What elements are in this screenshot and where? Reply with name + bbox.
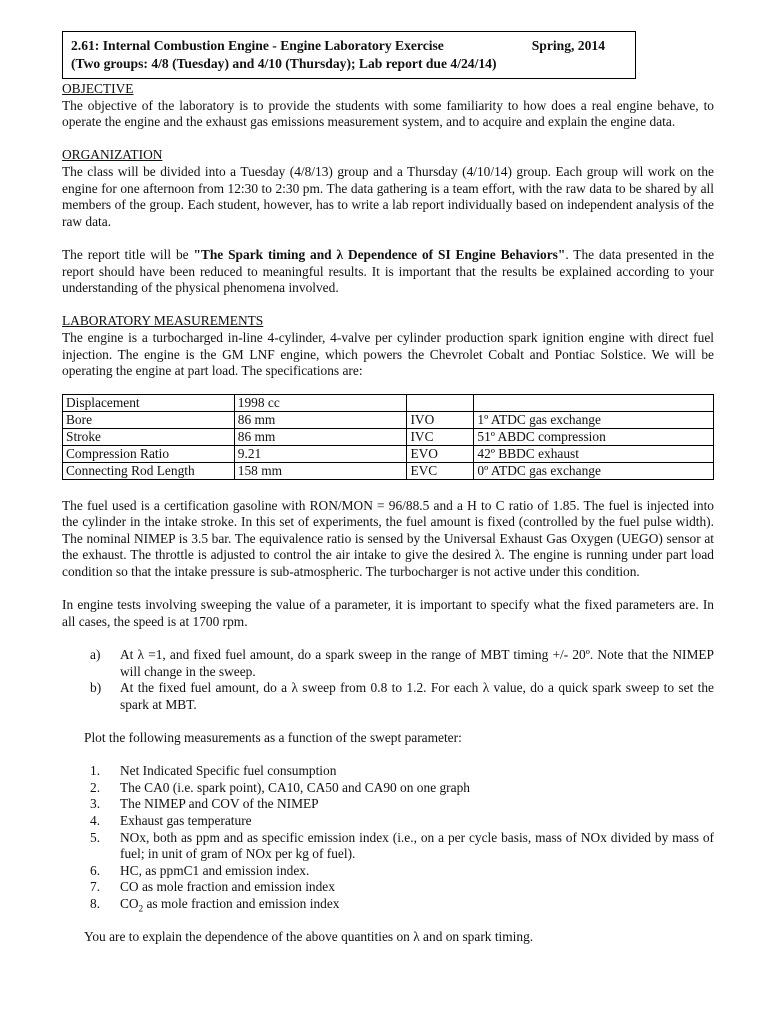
spec-row [63, 394, 714, 411]
measurement-list [62, 763, 714, 912]
measurement-item [90, 812, 714, 830]
formula-prefix: CO [120, 895, 139, 911]
spec-cell: 1º ATDC gas exchange [474, 411, 714, 428]
task-item [90, 647, 714, 680]
measurement-item [90, 895, 714, 914]
spec-cell: IVC [407, 428, 474, 445]
spec-cell: 42º BBDC exhaust [474, 445, 714, 462]
spec-cell: Stroke [63, 428, 235, 445]
spec-cell: Bore [63, 411, 235, 428]
spec-cell: 86 mm [234, 411, 407, 428]
task-list [62, 647, 714, 713]
spec-cell [407, 394, 474, 411]
measurement-marker: 6. [90, 862, 101, 878]
measurement-item [90, 862, 714, 880]
course-title: 2.61: Internal Combustion Engine - Engine Laboratory Exercise [71, 38, 444, 53]
report-title-paragraph [62, 247, 714, 297]
objective-text: The objective of the laboratory is to provide the students with some familiarity to how does a real engine behave, to operate the engine and the exhaust gas emissions measurement system, and to acquire and explain the engine data. [62, 97, 714, 130]
report-suffix: . The data presented in the report should have been reduced to meaningful results. It is important that the results be explained according to your understanding of the physical phenomena involved. [62, 246, 715, 296]
measurement-text: Net Indicated Specific fuel consumption [120, 763, 337, 779]
spec-cell: 51º ABDC compression [474, 428, 714, 445]
measurement-item [90, 779, 714, 797]
lab-heading: LABORATORY MEASUREMENTS [62, 313, 264, 329]
report-prefix: The report title will be [62, 246, 194, 262]
spec-cell: 86 mm [234, 428, 407, 445]
measurement-marker: 2. [90, 779, 101, 795]
measurement-marker: 1. [90, 763, 101, 779]
spec-row [63, 428, 714, 445]
document-body [62, 81, 714, 946]
measurement-text: Exhaust gas temperature [120, 812, 252, 828]
organization-heading: ORGANIZATION [62, 147, 163, 163]
spec-cell [474, 394, 714, 411]
spec-cell: 0º ATDC gas exchange [474, 462, 714, 479]
measurement-marker: 5. [90, 829, 101, 845]
measurement-text: NOx, both as ppm and as specific emission index (i.e., on a per cycle basis, mass of NOx divided by mass of fuel; in unit of gram of NOx per kg of fuel). [120, 829, 714, 862]
measurement-text: CO as mole fraction and emission index [120, 879, 335, 895]
closing-text: You are to explain the dependence of the above quantities on λ and on spark timing. [84, 929, 534, 945]
measurement-item [90, 829, 714, 863]
spec-cell: IVO [407, 411, 474, 428]
measurement-item [90, 796, 714, 813]
lab-text: The engine is a turbocharged in-line 4-cylinder, 4-valve per cylinder production spark ignition engine with direct fuel injection. The engine is the GM LNF engine, which powers the Chevrolet Cobalt and Pontiac Solstice. We will be operating the engine at part load. The specifications are: [62, 329, 714, 379]
term: Spring, 2014 [531, 38, 605, 53]
spec-row [63, 445, 714, 462]
schedule-line: (Two groups: 4/8 (Tuesday) and 4/10 (Thursday); Lab report due 4/24/14) [71, 56, 497, 71]
task-item [90, 680, 714, 713]
sweep-text: In engine tests involving sweeping the value of a parameter, it is important to specify what the fixed parameters are. In all cases, the speed is at 1700 rpm. [62, 597, 714, 629]
measurement-marker: 3. [90, 796, 101, 812]
spec-cell: EVO [407, 445, 474, 462]
spec-cell: Connecting Rod Length [63, 462, 235, 479]
measurement-marker: 7. [90, 879, 101, 895]
formula-subscript: 2 [138, 903, 144, 914]
spec-cell: 1998 cc [234, 394, 407, 411]
report-title: "The Spark timing and λ Dependence of SI Engine Behaviors" [193, 246, 566, 262]
measurement-text: HC, as ppmC1 and emission index. [120, 862, 310, 878]
plot-intro: Plot the following measurements as a function of the swept parameter: [84, 730, 462, 745]
header-box [62, 31, 636, 79]
spec-cell: 9.21 [234, 445, 407, 462]
spec-cell: EVC [407, 462, 474, 479]
measurement-text: as mole fraction and emission index [146, 895, 340, 911]
objective-heading: OBJECTIVE [62, 81, 134, 96]
organization-text: The class will be divided into a Tuesday (4/8/13) group and a Thursday (4/10/14) group. Each group will work on the engine for one afternoon from 12:30 to 2:30 pm. The data gathering is a team effort, with the raw data to be shared by all members of the group. Each student, however, has to write a lab report individually based on independent analysis of the raw data. [62, 163, 714, 229]
spec-cell: Displacement [63, 394, 235, 411]
measurement-text: The CA0 (i.e. spark point), CA10, CA50 and CA90 on one graph [120, 779, 470, 795]
fuel-text: The fuel used is a certification gasoline with RON/MON = 96/88.5 and a H to C ratio of 1.85. The fuel is injected into the cylinder in the intake stroke. In this set of experiments, the fuel amount is fixed (controlled by the fuel pulse width). The nominal NIMEP is 3.5 bar. The equivalence ratio is sensed by the Universal Exhaust Gas Oxygen (UEGO) sensor at the exhaust. The throttle is adjusted to control the air intake to give the desired λ. The engine is running under part load condition so that the intake pressure is sub-atmospheric. The turbocharger is not active under this condition. [62, 497, 714, 580]
measurement-marker: 4. [90, 812, 101, 828]
task-text: At λ =1, and fixed fuel amount, do a spark sweep in the range of MBT timing +/- 20º. Note that the NIMEP will change in the sweep. [120, 647, 714, 679]
measurement-item [90, 879, 714, 896]
task-marker: a) [90, 647, 101, 663]
task-text: At the fixed fuel amount, do a λ sweep from 0.8 to 1.2. For each λ value, do a quick spark sweep to set the spark at MBT. [120, 680, 714, 712]
spec-row [63, 462, 714, 479]
measurement-text: The NIMEP and COV of the NIMEP [120, 796, 319, 812]
measurement-marker: 8. [90, 895, 101, 911]
spec-cell: 158 mm [234, 462, 407, 479]
spec-table [62, 394, 714, 480]
measurement-item [90, 763, 714, 780]
spec-row [63, 411, 714, 428]
spec-cell: Compression Ratio [63, 445, 235, 462]
task-marker: b) [90, 680, 102, 696]
